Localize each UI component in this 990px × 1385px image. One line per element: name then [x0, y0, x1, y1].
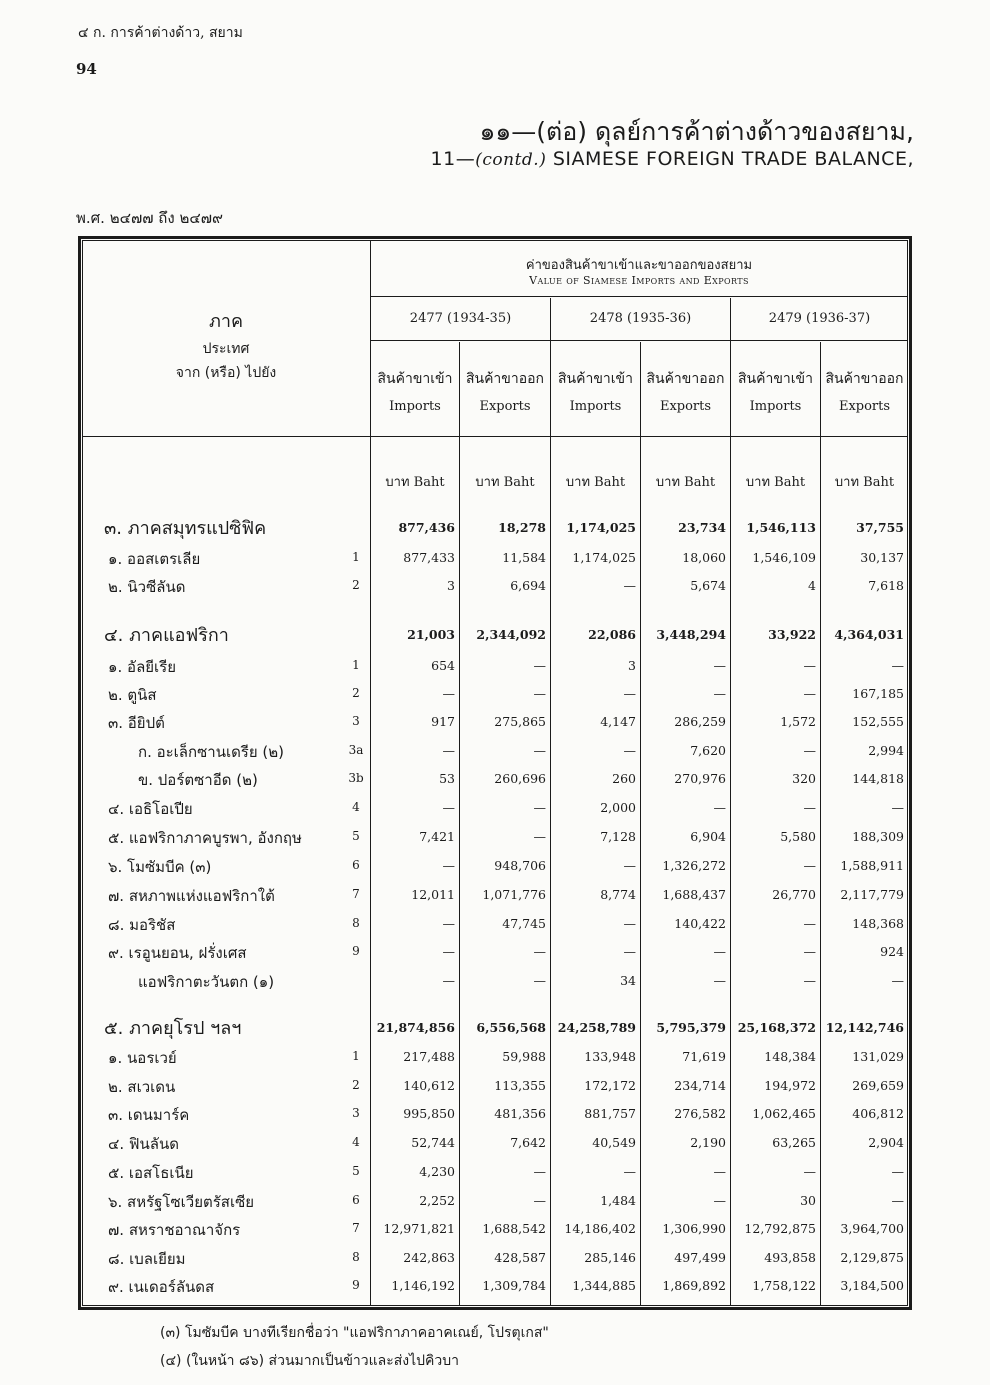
cell-value: — — [803, 658, 816, 673]
cell-value: — — [442, 858, 455, 873]
cell-value: 113,355 — [494, 1078, 546, 1093]
cell-value: 6,694 — [510, 578, 546, 593]
cell-value: — — [533, 829, 546, 844]
table-row — [84, 855, 906, 877]
cell-value: 6,556,568 — [476, 1020, 546, 1035]
table-row — [84, 1275, 906, 1297]
cell-value: — — [533, 743, 546, 758]
cell-value: 1,174,025 — [572, 550, 636, 565]
cell-value: — — [891, 1193, 904, 1208]
cell-value: 34 — [620, 973, 636, 988]
table-row — [84, 797, 906, 819]
col-imports-en-3: Imports — [749, 399, 802, 414]
rule-years — [370, 340, 908, 341]
table-row — [84, 1103, 906, 1125]
cell-value: 140,612 — [403, 1078, 455, 1093]
table-row — [84, 768, 906, 790]
rule-group-title — [370, 296, 908, 297]
cell-value: 24,258,789 — [557, 1020, 636, 1035]
cell-value: — — [533, 944, 546, 959]
cell-value: 217,488 — [403, 1049, 455, 1064]
row-name: ข. ปอร์ตซาอีด (๒) — [138, 771, 258, 789]
cell-value: 1,688,542 — [482, 1221, 546, 1236]
col-exports-en-2: Exports — [659, 399, 712, 414]
table-row — [84, 1218, 906, 1240]
cell-value: 53 — [439, 771, 455, 786]
cell-value: — — [533, 800, 546, 815]
cell-value: 47,745 — [502, 916, 546, 931]
row-ref: 1 — [352, 658, 360, 672]
row-ref: 2 — [352, 686, 360, 700]
cell-value: 8,774 — [600, 887, 636, 902]
cell-value: 234,714 — [674, 1078, 726, 1093]
cell-value: 12,142,746 — [825, 1020, 904, 1035]
cell-value: — — [713, 658, 726, 673]
cell-value: 52,744 — [411, 1135, 455, 1150]
title-english — [431, 148, 914, 170]
cell-value: — — [891, 800, 904, 815]
cell-value: — — [713, 973, 726, 988]
row-name: ๔. ฟินลันด — [108, 1135, 179, 1153]
cell-value: 18,278 — [498, 520, 546, 535]
cell-value: 12,011 — [411, 887, 455, 902]
cell-value: 63,265 — [772, 1135, 816, 1150]
cell-value: 7,128 — [600, 829, 636, 844]
table-row — [84, 655, 906, 677]
row-name: แอฟริกาตะวันตก (๑) — [138, 973, 275, 991]
cell-value: 152,555 — [852, 714, 904, 729]
table-row — [84, 683, 906, 705]
cell-value: 2,117,779 — [840, 887, 904, 902]
cell-value: 3 — [447, 578, 455, 593]
cell-value: 948,706 — [494, 858, 546, 873]
cell-value: 1,869,892 — [662, 1278, 726, 1293]
cell-value: 194,972 — [764, 1078, 816, 1093]
cell-value: — — [803, 800, 816, 815]
cell-value: 1,688,437 — [662, 887, 726, 902]
cell-value: 877,436 — [398, 520, 455, 535]
cell-value: — — [623, 1164, 636, 1179]
table-row — [84, 1075, 906, 1097]
cell-value: 924 — [880, 944, 904, 959]
cell-value: 493,858 — [764, 1250, 816, 1265]
table-row — [84, 740, 906, 762]
cell-value: 1,546,109 — [752, 550, 816, 565]
cell-value: 3,184,500 — [840, 1278, 904, 1293]
row-name: ก. อะเล็กซานเดรีย (๒) — [138, 743, 285, 761]
col-imports-en-2: Imports — [569, 399, 622, 414]
col-imports-th-2: สินค้าขาเข้า — [558, 371, 633, 387]
cell-value: 286,259 — [674, 714, 726, 729]
cell-value: 320 — [792, 771, 816, 786]
cell-value: — — [803, 944, 816, 959]
table-row — [84, 1190, 906, 1212]
table-row — [84, 1132, 906, 1154]
cell-value: 30,137 — [860, 550, 904, 565]
cell-value: 2,252 — [419, 1193, 455, 1208]
cell-value: 5,580 — [780, 829, 816, 844]
row-name: ๘. มอริชัส — [108, 916, 176, 934]
row-ref: 4 — [352, 1135, 360, 1149]
row-ref: 9 — [352, 1278, 360, 1292]
cell-value: 4,230 — [419, 1164, 455, 1179]
cell-value: — — [533, 686, 546, 701]
cell-value: 260,696 — [494, 771, 546, 786]
cell-value: — — [803, 1164, 816, 1179]
row-name: ๙. เนเดอร์ลันดส — [108, 1278, 215, 1296]
title-en-contd: (contd.) — [475, 150, 547, 170]
cell-value: 4,147 — [600, 714, 636, 729]
cell-value: 1,174,025 — [566, 520, 636, 535]
cell-value: 12,971,821 — [383, 1221, 455, 1236]
row-ref: 5 — [352, 1164, 360, 1178]
cell-value: 25,168,372 — [737, 1020, 816, 1035]
row-ref: 1 — [352, 1049, 360, 1063]
cell-value: 21,003 — [407, 627, 455, 642]
table-row — [84, 1046, 906, 1068]
cell-value: — — [533, 658, 546, 673]
cell-value: — — [803, 743, 816, 758]
cell-value: 275,865 — [494, 714, 546, 729]
table-row — [84, 1161, 906, 1183]
cell-value: 23,734 — [678, 520, 726, 535]
cell-value: — — [442, 743, 455, 758]
row-name: ๗. สหราชอาณาจักร — [108, 1221, 241, 1239]
cell-value: — — [442, 973, 455, 988]
table-row — [84, 711, 906, 733]
row-ref: 2 — [352, 578, 360, 592]
running-head: ๔ ก. การค้าต่างด้าว, สยาม — [78, 25, 243, 41]
cell-value: 497,499 — [674, 1250, 726, 1265]
cell-value: 7,642 — [510, 1135, 546, 1150]
cell-value: 3,448,294 — [656, 627, 726, 642]
cell-value: 285,146 — [584, 1250, 636, 1265]
unit-4: บาท Baht — [655, 475, 716, 490]
cell-value: 133,948 — [584, 1049, 636, 1064]
cell-value: 188,309 — [852, 829, 904, 844]
col-exports-th-3: สินค้าขาออก — [825, 371, 904, 387]
cell-value: 4,364,031 — [834, 627, 904, 642]
row-name: ๑. อัลยีเรีย — [108, 658, 177, 676]
title-en-prefix: 11— — [430, 148, 476, 170]
cell-value: — — [803, 973, 816, 988]
row-name: ๕. เอสโธเนีย — [108, 1164, 194, 1182]
cell-value: 3 — [628, 658, 636, 673]
row-ref: 7 — [352, 887, 360, 901]
row-name: ๙. เรอูนยอน, ฝรั่งเศส — [108, 944, 247, 962]
row-ref: 1 — [352, 550, 360, 564]
cell-value: — — [623, 916, 636, 931]
cell-value: 21,874,856 — [376, 1020, 455, 1035]
group-title-thai: ค่าของสินค้าขาเข้าและขาออกของสยาม — [525, 258, 753, 273]
cell-value: 877,433 — [403, 550, 455, 565]
cell-value: 406,812 — [852, 1106, 904, 1121]
cell-value: 654 — [431, 658, 455, 673]
cell-value: 1,071,776 — [482, 887, 546, 902]
cell-value: — — [442, 800, 455, 815]
cell-value: 1,146,192 — [391, 1278, 455, 1293]
row-name: ๗. สหภาพแห่งแอฟริกาใต้ — [108, 887, 275, 905]
row-name: ๒. สเวเดน — [108, 1078, 176, 1096]
cell-value: 37,755 — [856, 520, 904, 535]
row-name: ๓. เดนมาร์ค — [108, 1106, 190, 1124]
cell-value: 1,484 — [600, 1193, 636, 1208]
cell-value: 1,546,113 — [746, 520, 816, 535]
row-name: ๒. นิวซีลันด — [108, 578, 186, 596]
row-ref: 7 — [352, 1221, 360, 1235]
rule-header-bottom — [82, 436, 908, 437]
unit-2: บาท Baht — [475, 475, 535, 490]
cell-value: 6,904 — [690, 829, 726, 844]
cell-value: 26,770 — [772, 887, 816, 902]
cell-value: — — [623, 944, 636, 959]
year-2: 2478 (1935-36) — [589, 311, 692, 326]
cell-value: 2,190 — [690, 1135, 726, 1150]
cell-value: — — [442, 686, 455, 701]
cell-value: 148,384 — [764, 1049, 816, 1064]
cell-value: 7,421 — [419, 829, 455, 844]
cell-value: 1,344,885 — [572, 1278, 636, 1293]
cell-value: 2,344,092 — [476, 627, 546, 642]
footnote-3: (๓) โมซัมบีค บางทีเรียกชื่อว่า "แอฟริกาภาคอาคเณย์, โปรตุเกส" — [160, 1325, 549, 1341]
cell-value: — — [623, 743, 636, 758]
cell-value: 242,863 — [403, 1250, 455, 1265]
row-ref: 4 — [352, 800, 360, 814]
cell-value: 1,326,272 — [662, 858, 726, 873]
cell-value: 917 — [431, 714, 455, 729]
cell-value: 1,306,990 — [662, 1221, 726, 1236]
row-name: ๘. เบลเยียม — [108, 1250, 186, 1268]
row-name: ๔. ภาคแอฟริกา — [104, 625, 229, 646]
region-row — [84, 1017, 906, 1039]
cell-value: — — [442, 944, 455, 959]
unit-5: บาท Baht — [745, 475, 806, 490]
col-imports-en-1: Imports — [389, 399, 441, 414]
row-name: ๓. อียิปต์ — [108, 714, 165, 732]
cell-value: 481,356 — [494, 1106, 546, 1121]
cell-value: — — [891, 658, 904, 673]
cell-value: — — [713, 1164, 726, 1179]
table-row — [84, 826, 906, 848]
cell-value: 1,572 — [780, 714, 816, 729]
cell-value: — — [891, 973, 904, 988]
cell-value: 5,795,379 — [656, 1020, 726, 1035]
table-row — [84, 884, 906, 906]
cell-value: 270,976 — [674, 771, 726, 786]
row-ref: 8 — [352, 916, 360, 930]
cell-value: 3,964,700 — [840, 1221, 904, 1236]
cell-value: 269,659 — [852, 1078, 904, 1093]
cell-value: 172,172 — [584, 1078, 636, 1093]
cell-value: — — [803, 686, 816, 701]
cell-value: — — [803, 916, 816, 931]
row-ref: 2 — [352, 1078, 360, 1092]
cell-value: 148,368 — [852, 916, 904, 931]
col-imports-th-3: สินค้าขาเข้า — [738, 371, 813, 387]
cell-value: 7,618 — [868, 578, 904, 593]
group-title-english: Value of Siamese Imports and Exports — [529, 274, 749, 287]
left-header-country: ประเทศ — [202, 341, 250, 357]
title-en-rest: SIAMESE FOREIGN TRADE BALANCE, — [546, 148, 914, 170]
cell-value: 30 — [800, 1193, 816, 1208]
row-ref: 3 — [352, 1106, 360, 1120]
cell-value: — — [713, 800, 726, 815]
cell-value: 7,620 — [690, 743, 726, 758]
row-name: ๖. โมซัมบีค (๓) — [108, 858, 212, 876]
cell-value: 59,988 — [502, 1049, 546, 1064]
cell-value: — — [533, 1193, 546, 1208]
table-row — [84, 913, 906, 935]
row-name: ๖. สหรัฐโซเวียตรัสเซีย — [108, 1193, 255, 1211]
table-row — [84, 575, 906, 597]
unit-1: บาท Baht — [385, 475, 445, 490]
cell-value: 11,584 — [502, 550, 546, 565]
region-row — [84, 624, 906, 646]
cell-value: 18,060 — [682, 550, 726, 565]
table-row — [84, 547, 906, 569]
col-imports-th-1: สินค้าขาเข้า — [377, 371, 453, 387]
col-exports-th-2: สินค้าขาออก — [646, 371, 725, 387]
page-number: 94 — [76, 60, 97, 78]
cell-value: 1,309,784 — [482, 1278, 546, 1293]
cell-value: 2,994 — [868, 743, 904, 758]
cell-value: — — [623, 686, 636, 701]
cell-value: — — [891, 1164, 904, 1179]
cell-value: 33,922 — [768, 627, 816, 642]
cell-value: 40,549 — [592, 1135, 636, 1150]
cell-value: 995,850 — [403, 1106, 455, 1121]
footnote-4: (๔) (ในหน้า ๘๖) ส่วนมากเป็นข้าวและส่งไปคิวบา — [160, 1353, 460, 1369]
cell-value: 260 — [612, 771, 636, 786]
table-row — [84, 970, 906, 992]
row-name: ๑. นอรเวย์ — [108, 1049, 177, 1067]
cell-value: 428,587 — [494, 1250, 546, 1265]
region-row — [84, 517, 906, 539]
year-1: 2477 (1934-35) — [409, 311, 512, 326]
cell-value: 881,757 — [584, 1106, 636, 1121]
table-row — [84, 941, 906, 963]
cell-value: — — [713, 944, 726, 959]
year-3: 2479 (1936-37) — [768, 311, 871, 326]
cell-value: 22,086 — [588, 627, 636, 642]
col-exports-en-1: Exports — [479, 399, 531, 414]
row-name: ๔. เอธิโอเปีย — [108, 800, 193, 818]
cell-value: 71,619 — [682, 1049, 726, 1064]
row-name: ๑. ออสเตรเลีย — [108, 550, 201, 568]
cell-value: — — [713, 1193, 726, 1208]
col-exports-th-1: สินค้าขาออก — [465, 371, 545, 387]
left-header-from-to: จาก (หรือ) ไปยัง — [175, 365, 277, 381]
cell-value: 1,758,122 — [752, 1278, 816, 1293]
unit-3: บาท Baht — [565, 475, 626, 490]
row-ref: 6 — [352, 1193, 360, 1207]
cell-value: 140,422 — [674, 916, 726, 931]
row-ref: 3b — [348, 771, 364, 785]
cell-value: 12,792,875 — [744, 1221, 816, 1236]
cell-value: — — [623, 858, 636, 873]
row-name: ๒. ตูนิส — [108, 686, 157, 704]
unit-6: บาท Baht — [834, 475, 895, 490]
cell-value: 276,582 — [674, 1106, 726, 1121]
period-label: พ.ศ. ๒๔๗๗ ถึง ๒๔๗๙ — [76, 209, 223, 227]
cell-value: 5,674 — [690, 578, 726, 593]
cell-value: — — [623, 578, 636, 593]
cell-value: — — [533, 973, 546, 988]
row-ref: 5 — [352, 829, 360, 843]
cell-value: — — [533, 1164, 546, 1179]
row-ref: 8 — [352, 1250, 360, 1264]
cell-value: — — [803, 858, 816, 873]
cell-value: 2,129,875 — [840, 1250, 904, 1265]
cell-value: 1,588,911 — [840, 858, 904, 873]
row-ref: 6 — [352, 858, 360, 872]
title-thai: ๑๑—(ต่อ) ดุลย์การค้าต่างด้าวของสยาม, — [479, 117, 914, 146]
cell-value: 2,904 — [868, 1135, 904, 1150]
row-name: ๕. แอฟริกาภาคบูรพา, อังกฤษ — [108, 829, 302, 847]
cell-value: 2,000 — [600, 800, 636, 815]
cell-value: 131,029 — [852, 1049, 904, 1064]
cell-value: — — [442, 916, 455, 931]
cell-value: 4 — [808, 578, 816, 593]
table-row — [84, 1247, 906, 1269]
cell-value: 14,186,402 — [564, 1221, 636, 1236]
row-name: ๓. ภาคสมุทรแปซิฟิค — [104, 518, 267, 539]
cell-value: 167,185 — [852, 686, 904, 701]
cell-value: 144,818 — [852, 771, 904, 786]
row-ref: 3a — [348, 743, 364, 757]
cell-value: — — [713, 686, 726, 701]
row-ref: 9 — [352, 944, 360, 958]
left-header-region: ภาค — [208, 311, 243, 332]
col-exports-en-3: Exports — [838, 399, 891, 414]
cell-value: 1,062,465 — [752, 1106, 816, 1121]
row-ref: 3 — [352, 714, 360, 728]
row-name: ๕. ภาคยุโรป ฯลฯ — [104, 1018, 242, 1039]
